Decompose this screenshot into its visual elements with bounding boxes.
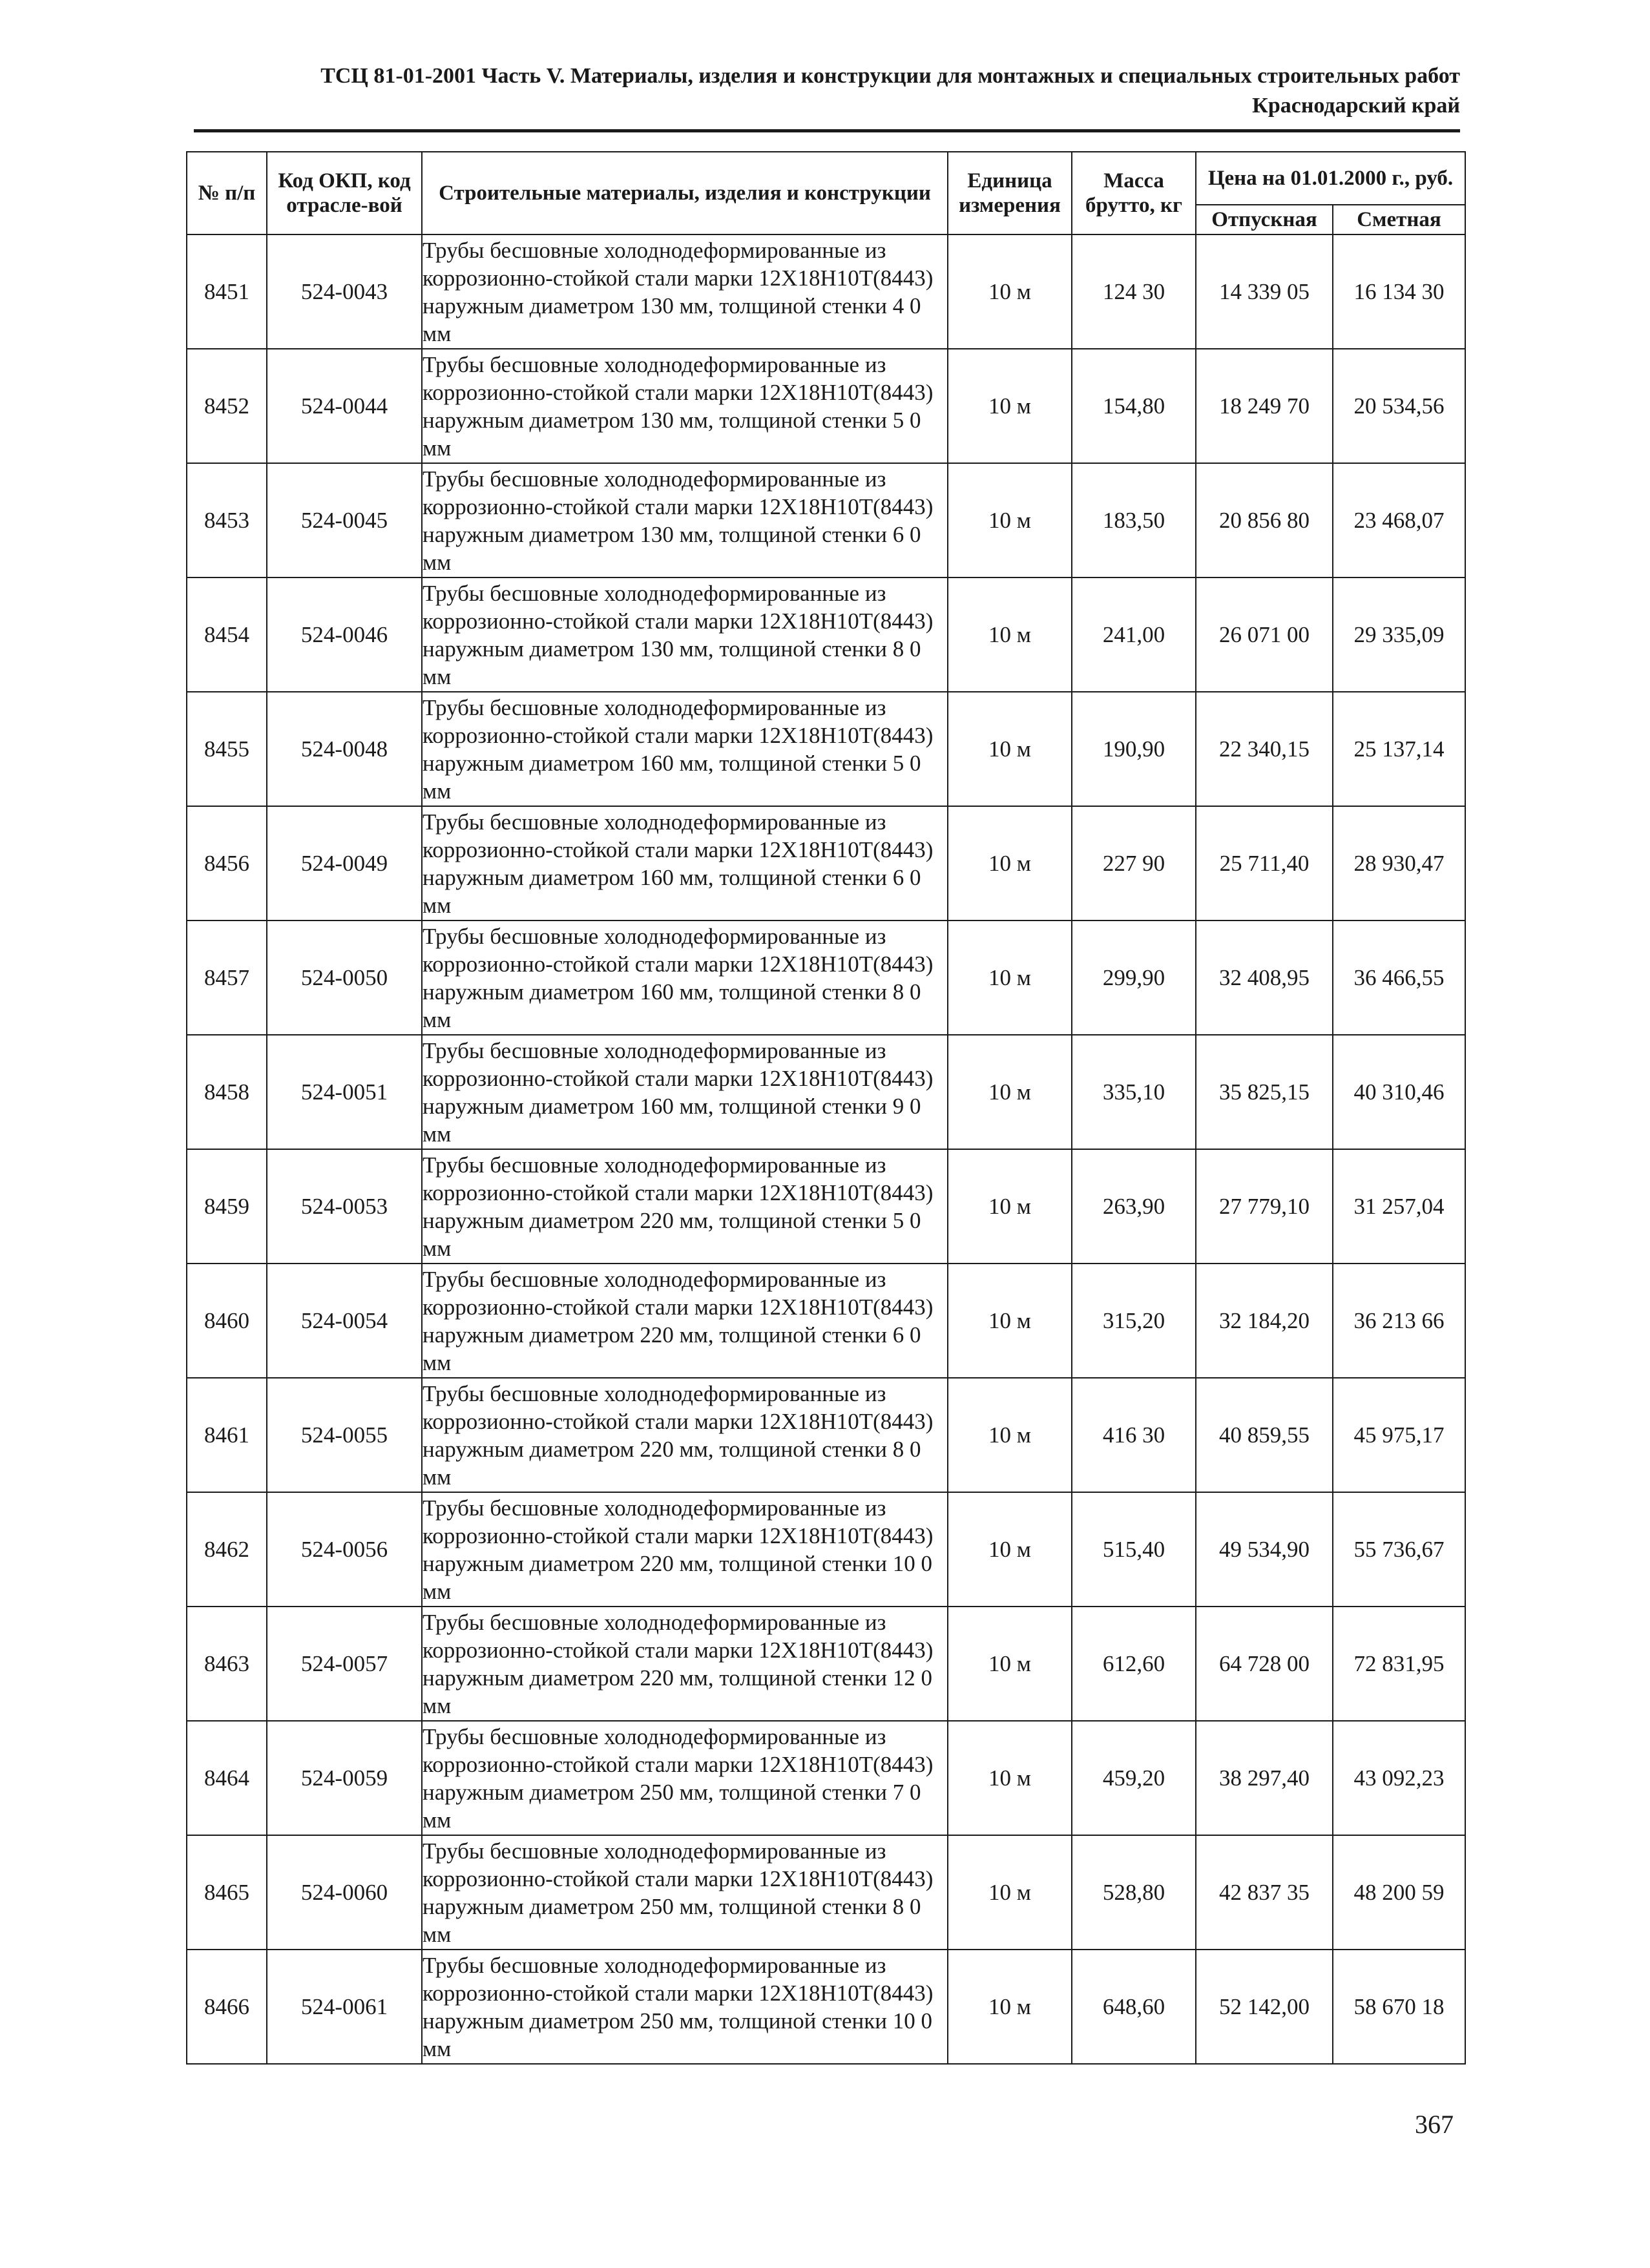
row-number: 8455 <box>187 692 267 806</box>
price-release: 35 825,15 <box>1196 1035 1333 1149</box>
gross-mass: 263,90 <box>1072 1149 1196 1264</box>
table-row <box>187 1149 1465 1264</box>
table-row <box>187 1264 1465 1378</box>
okp-code: 524-0054 <box>267 1264 422 1378</box>
table-row <box>187 1492 1465 1607</box>
measure-unit: 10 м <box>948 692 1072 806</box>
price-release: 26 071 00 <box>1196 577 1333 692</box>
measure-unit: 10 м <box>948 463 1072 577</box>
measure-unit: 10 м <box>948 234 1072 349</box>
gross-mass: 416 30 <box>1072 1378 1196 1492</box>
material-description: Трубы бесшовные холоднодеформированные из коррозионно-стойкой стали марки 12Х18Н10Т(8443) наружным диаметром 130 мм, толщиной стенки 4 0 мм <box>422 234 948 349</box>
price-release: 14 339 05 <box>1196 234 1333 349</box>
gross-mass: 648,60 <box>1072 1950 1196 2064</box>
price-estimate: 28 930,47 <box>1333 806 1465 921</box>
row-number: 8456 <box>187 806 267 921</box>
measure-unit: 10 м <box>948 806 1072 921</box>
price-release: 49 534,90 <box>1196 1492 1333 1607</box>
price-estimate: 45 975,17 <box>1333 1378 1465 1492</box>
region-label: Краснодарский край <box>1252 94 1460 118</box>
table-body <box>187 234 1465 2064</box>
price-estimate: 72 831,95 <box>1333 1607 1465 1721</box>
row-number: 8458 <box>187 1035 267 1149</box>
row-number: 8459 <box>187 1149 267 1264</box>
gross-mass: 459,20 <box>1072 1721 1196 1835</box>
price-release: 38 297,40 <box>1196 1721 1333 1835</box>
okp-code: 524-0060 <box>267 1835 422 1950</box>
measure-unit: 10 м <box>948 577 1072 692</box>
price-release: 52 142,00 <box>1196 1950 1333 2064</box>
gross-mass: 183,50 <box>1072 463 1196 577</box>
okp-code: 524-0053 <box>267 1149 422 1264</box>
material-description: Трубы бесшовные холоднодеформированные из коррозионно-стойкой стали марки 12Х18Н10Т(8443) наружным диаметром 220 мм, толщиной стенки 6 0 мм <box>422 1264 948 1378</box>
table-row <box>187 1721 1465 1835</box>
row-number: 8453 <box>187 463 267 577</box>
row-number: 8466 <box>187 1950 267 2064</box>
okp-code: 524-0051 <box>267 1035 422 1149</box>
gross-mass: 515,40 <box>1072 1492 1196 1607</box>
row-number: 8465 <box>187 1835 267 1950</box>
materials-table <box>186 151 1466 2065</box>
col-header-unit: Единица измерения <box>948 152 1072 234</box>
price-release: 25 711,40 <box>1196 806 1333 921</box>
col-header-price-group: Цена на 01.01.2000 г., руб. <box>1196 152 1465 205</box>
okp-code: 524-0056 <box>267 1492 422 1607</box>
col-header-price-release: Отпускная <box>1196 205 1333 234</box>
price-estimate: 31 257,04 <box>1333 1149 1465 1264</box>
material-description: Трубы бесшовные холоднодеформированные из коррозионно-стойкой стали марки 12Х18Н10Т(8443) наружным диаметром 130 мм, толщиной стенки 5 0 мм <box>422 349 948 463</box>
okp-code: 524-0050 <box>267 921 422 1035</box>
table-row <box>187 1835 1465 1950</box>
measure-unit: 10 м <box>948 921 1072 1035</box>
material-description: Трубы бесшовные холоднодеформированные из коррозионно-стойкой стали марки 12Х18Н10Т(8443) наружным диаметром 130 мм, толщиной стенки 6 0 мм <box>422 463 948 577</box>
okp-code: 524-0049 <box>267 806 422 921</box>
price-estimate: 29 335,09 <box>1333 577 1465 692</box>
table-header <box>187 152 1465 234</box>
material-description: Трубы бесшовные холоднодеформированные из коррозионно-стойкой стали марки 12Х18Н10Т(8443) наружным диаметром 250 мм, толщиной стенки 7 0 мм <box>422 1721 948 1835</box>
col-header-mass: Масса брутто, кг <box>1072 152 1196 234</box>
row-number: 8461 <box>187 1378 267 1492</box>
price-estimate: 20 534,56 <box>1333 349 1465 463</box>
material-description: Трубы бесшовные холоднодеформированные из коррозионно-стойкой стали марки 12Х18Н10Т(8443) наружным диаметром 250 мм, толщиной стенки 10 0 мм <box>422 1950 948 2064</box>
material-description: Трубы бесшовные холоднодеформированные из коррозионно-стойкой стали марки 12Х18Н10Т(8443) наружным диаметром 160 мм, толщиной стенки 6 0 мм <box>422 806 948 921</box>
gross-mass: 299,90 <box>1072 921 1196 1035</box>
table-row <box>187 463 1465 577</box>
price-estimate: 36 213 66 <box>1333 1264 1465 1378</box>
price-estimate: 25 137,14 <box>1333 692 1465 806</box>
price-estimate: 43 092,23 <box>1333 1721 1465 1835</box>
measure-unit: 10 м <box>948 1035 1072 1149</box>
price-release: 42 837 35 <box>1196 1835 1333 1950</box>
gross-mass: 241,00 <box>1072 577 1196 692</box>
price-estimate: 55 736,67 <box>1333 1492 1465 1607</box>
gross-mass: 612,60 <box>1072 1607 1196 1721</box>
material-description: Трубы бесшовные холоднодеформированные из коррозионно-стойкой стали марки 12Х18Н10Т(8443) наружным диаметром 160 мм, толщиной стенки 9 0 мм <box>422 1035 948 1149</box>
col-header-price-estimate: Сметная <box>1333 205 1465 234</box>
gross-mass: 528,80 <box>1072 1835 1196 1950</box>
gross-mass: 227 90 <box>1072 806 1196 921</box>
price-estimate: 48 200 59 <box>1333 1835 1465 1950</box>
okp-code: 524-0045 <box>267 463 422 577</box>
measure-unit: 10 м <box>948 1721 1072 1835</box>
row-number: 8452 <box>187 349 267 463</box>
price-release: 64 728 00 <box>1196 1607 1333 1721</box>
col-header-num: № п/п <box>187 152 267 234</box>
measure-unit: 10 м <box>948 349 1072 463</box>
okp-code: 524-0057 <box>267 1607 422 1721</box>
okp-code: 524-0044 <box>267 349 422 463</box>
row-number: 8464 <box>187 1721 267 1835</box>
measure-unit: 10 м <box>948 1492 1072 1607</box>
header-divider <box>194 129 1460 132</box>
table-row <box>187 349 1465 463</box>
table-row <box>187 1378 1465 1492</box>
price-release: 20 856 80 <box>1196 463 1333 577</box>
price-estimate: 58 670 18 <box>1333 1950 1465 2064</box>
gross-mass: 335,10 <box>1072 1035 1196 1149</box>
measure-unit: 10 м <box>948 1835 1072 1950</box>
material-description: Трубы бесшовные холоднодеформированные из коррозионно-стойкой стали марки 12Х18Н10Т(8443) наружным диаметром 160 мм, толщиной стенки 8 0 мм <box>422 921 948 1035</box>
row-number: 8460 <box>187 1264 267 1378</box>
price-estimate: 23 468,07 <box>1333 463 1465 577</box>
row-number: 8463 <box>187 1607 267 1721</box>
table-row <box>187 234 1465 349</box>
gross-mass: 154,80 <box>1072 349 1196 463</box>
table-row <box>187 1607 1465 1721</box>
okp-code: 524-0048 <box>267 692 422 806</box>
document-title: ТСЦ 81-01-2001 Часть V. Материалы, изделия и конструкции для монтажных и специальных строительных работ <box>320 64 1460 88</box>
table-row <box>187 921 1465 1035</box>
material-description: Трубы бесшовные холоднодеформированные из коррозионно-стойкой стали марки 12Х18Н10Т(8443) наружным диаметром 220 мм, толщиной стенки 10 0 мм <box>422 1492 948 1607</box>
material-description: Трубы бесшовные холоднодеформированные из коррозионно-стойкой стали марки 12Х18Н10Т(8443) наружным диаметром 220 мм, толщиной стенки 5 0 мм <box>422 1149 948 1264</box>
measure-unit: 10 м <box>948 1950 1072 2064</box>
gross-mass: 124 30 <box>1072 234 1196 349</box>
row-number: 8462 <box>187 1492 267 1607</box>
price-release: 40 859,55 <box>1196 1378 1333 1492</box>
col-header-code: Код ОКП, код отрасле-вой <box>267 152 422 234</box>
okp-code: 524-0055 <box>267 1378 422 1492</box>
gross-mass: 190,90 <box>1072 692 1196 806</box>
material-description: Трубы бесшовные холоднодеформированные из коррозионно-стойкой стали марки 12Х18Н10Т(8443) наружным диаметром 250 мм, толщиной стенки 8 0 мм <box>422 1835 948 1950</box>
table-row <box>187 577 1465 692</box>
material-description: Трубы бесшовные холоднодеформированные из коррозионно-стойкой стали марки 12Х18Н10Т(8443) наружным диаметром 220 мм, толщиной стенки 8 0 мм <box>422 1378 948 1492</box>
okp-code: 524-0059 <box>267 1721 422 1835</box>
measure-unit: 10 м <box>948 1378 1072 1492</box>
price-release: 27 779,10 <box>1196 1149 1333 1264</box>
price-release: 18 249 70 <box>1196 349 1333 463</box>
material-description: Трубы бесшовные холоднодеформированные из коррозионно-стойкой стали марки 12Х18Н10Т(8443) наружным диаметром 130 мм, толщиной стенки 8 0 мм <box>422 577 948 692</box>
material-description: Трубы бесшовные холоднодеформированные из коррозионно-стойкой стали марки 12Х18Н10Т(8443) наружным диаметром 160 мм, толщиной стенки 5 0 мм <box>422 692 948 806</box>
price-estimate: 40 310,46 <box>1333 1035 1465 1149</box>
measure-unit: 10 м <box>948 1149 1072 1264</box>
col-header-name: Строительные материалы, изделия и конструкции <box>422 152 948 234</box>
material-description: Трубы бесшовные холоднодеформированные из коррозионно-стойкой стали марки 12Х18Н10Т(8443) наружным диаметром 220 мм, толщиной стенки 12 0 мм <box>422 1607 948 1721</box>
okp-code: 524-0043 <box>267 234 422 349</box>
gross-mass: 315,20 <box>1072 1264 1196 1378</box>
okp-code: 524-0046 <box>267 577 422 692</box>
table-row <box>187 1950 1465 2064</box>
table-row <box>187 692 1465 806</box>
row-number: 8457 <box>187 921 267 1035</box>
price-release: 32 408,95 <box>1196 921 1333 1035</box>
price-release: 32 184,20 <box>1196 1264 1333 1378</box>
table-row <box>187 806 1465 921</box>
price-estimate: 36 466,55 <box>1333 921 1465 1035</box>
price-release: 22 340,15 <box>1196 692 1333 806</box>
measure-unit: 10 м <box>948 1607 1072 1721</box>
row-number: 8451 <box>187 234 267 349</box>
row-number: 8454 <box>187 577 267 692</box>
price-estimate: 16 134 30 <box>1333 234 1465 349</box>
okp-code: 524-0061 <box>267 1950 422 2064</box>
measure-unit: 10 м <box>948 1264 1072 1378</box>
page-header <box>194 61 1460 121</box>
page-number: 367 <box>1415 2110 1454 2139</box>
table-row <box>187 1035 1465 1149</box>
